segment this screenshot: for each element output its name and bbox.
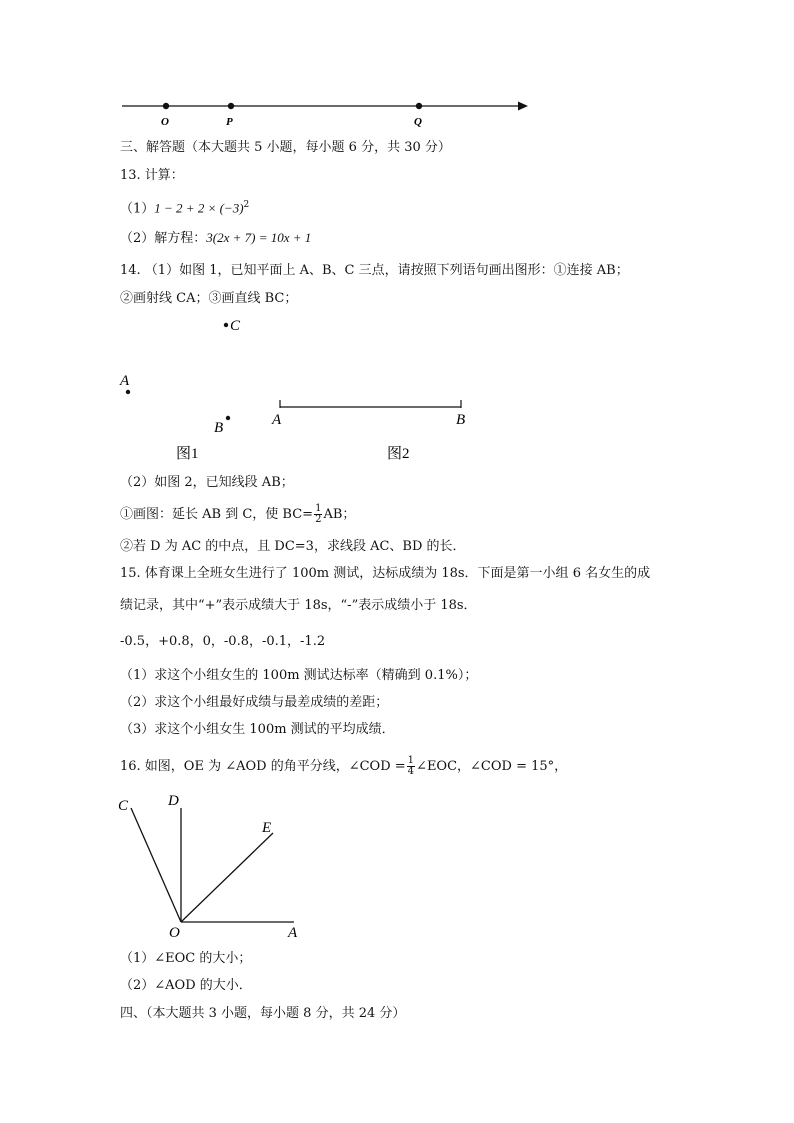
label-e16: E [262, 820, 272, 836]
q15-sub1: （1）求这个小组女生的 100m 测试达标率（精确到 0.1%）； [120, 668, 478, 683]
q14-item2: ②若 D 为 AC 的中点，且 DC=3，求线段 AC、BD 的长． [120, 539, 466, 554]
label-c: C [230, 318, 241, 334]
q13-part2-expr: 3(2x + 7) = 10x + 1 [206, 230, 312, 245]
label-a16: A [288, 925, 298, 941]
q15-line2: 绩记录，其中“+”表示成绩大于 18s，“-”表示成绩小于 18s． [120, 598, 477, 613]
label-o16: O [169, 925, 180, 941]
label-a2: A [272, 412, 282, 428]
fraction-half: $\frac{1}{2}$ [315, 503, 322, 525]
section4-heading: 四、（本大题共 3 小题，每小题 8 分，共 24 分） [120, 1006, 406, 1021]
fig2-caption: 图2 [387, 446, 410, 462]
point-q [416, 103, 422, 109]
fig1-caption: 图1 [176, 446, 199, 462]
q14-item1 [120, 504, 355, 525]
q13-part2-label: （2）解方程： [120, 231, 207, 246]
point-o [163, 103, 169, 109]
q14-part2: （2）如图 2，已知线段 AB； [120, 475, 294, 490]
q15-data: -0.5，+0.8，0，-0.8，-0.1，-1.2 [120, 634, 326, 649]
label-b: B [214, 420, 224, 436]
figure-2 [271, 400, 465, 462]
q15-sub2: （2）求这个小组最好成绩与最差成绩的差距； [120, 695, 389, 710]
arrow-head-icon [518, 102, 528, 111]
label-d16: D [168, 793, 179, 809]
label-c16: C [118, 798, 129, 814]
q13-part1-expr: 1 − 2 + 2 × (−3) [154, 200, 244, 216]
angle-figure [118, 793, 298, 941]
section3-heading: 三、解答题（本大题共 5 小题，每小题 6 分，共 30 分） [120, 140, 451, 155]
label-b2: B [456, 412, 466, 428]
q13-title: 13. 计算： [120, 168, 184, 183]
figure-1 [119, 318, 241, 462]
number-line [122, 102, 528, 129]
q16-text-mid: ∠EOC，∠COD = 15°， [416, 759, 568, 774]
label-q: Q [414, 116, 422, 128]
ray-oc [131, 808, 181, 922]
q16-text-pre: 16. 如图，OE 为 ∠AOD 的角平分线，∠COD = [120, 759, 406, 774]
fraction-quarter: $\frac{1}{4}$ [407, 755, 415, 777]
q13-part1-exponent: 2 [243, 200, 250, 210]
q14-item1-pre: ①画图：延长 AB 到 C，使 BC= [120, 507, 314, 522]
q15-line1: 15. 体育课上全班女生进行了 100m 测试，达标成绩为 18s．下面是第一小组 6 名女生的成 [120, 566, 651, 581]
q16-sub2: （2）∠AOD 的大小． [120, 978, 252, 993]
label-a: A [120, 373, 130, 389]
ray-oe [181, 833, 273, 922]
point-p [228, 103, 234, 109]
q13-part1 [120, 196, 249, 218]
q14-line2: ②画射线 CA；③画直线 BC； [120, 291, 298, 306]
point-a [126, 390, 130, 394]
q15-sub3: （3）求这个小组女生 100m 测试的平均成绩． [120, 722, 395, 737]
q13-part1-label: （1） [120, 201, 155, 217]
label-o: O [161, 116, 169, 128]
q14-line1: 14. （1）如图 1，已知平面上 A、B、C 三点，请按照下列语句画出图形：①连接 AB； [120, 263, 629, 278]
point-c [224, 323, 228, 327]
q14-item1-post: AB； [323, 507, 356, 522]
q16-sub1: （1）∠EOC 的大小； [120, 951, 252, 966]
q13-part2 [120, 229, 311, 248]
q16-text [120, 756, 567, 777]
label-p: P [226, 116, 233, 128]
point-b [226, 416, 230, 420]
